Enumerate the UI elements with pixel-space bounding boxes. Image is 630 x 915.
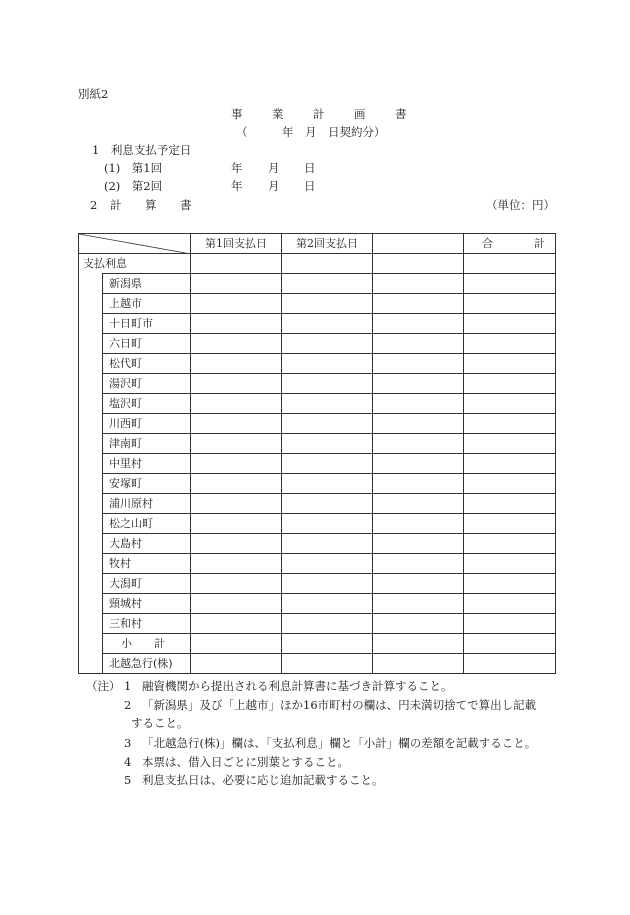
row-label: 津南町: [103, 434, 191, 454]
note-text: 「北越急行(株)」欄は、「支払利息」欄と「小計」欄の差額を記載すること。: [142, 736, 537, 750]
table-cell[interactable]: [282, 654, 373, 674]
table-cell[interactable]: [191, 514, 282, 534]
row-label: 川西町: [103, 414, 191, 434]
payment-item-year: 年: [231, 179, 243, 193]
table-cell[interactable]: [282, 274, 373, 294]
table-row: [79, 614, 556, 634]
table-row: [79, 494, 556, 514]
table-cell[interactable]: [373, 454, 464, 474]
table-cell[interactable]: [373, 414, 464, 434]
table-cell[interactable]: [191, 454, 282, 474]
note-number: 2: [124, 698, 132, 712]
table-cell[interactable]: [464, 414, 556, 434]
table-cell[interactable]: [373, 354, 464, 374]
title-char: 計: [313, 107, 325, 121]
table-cell[interactable]: [464, 374, 556, 394]
table-cell[interactable]: [191, 274, 282, 294]
table-cell[interactable]: [373, 394, 464, 414]
table-row: [79, 394, 556, 414]
table-cell[interactable]: [464, 654, 556, 674]
table-cell[interactable]: [282, 374, 373, 394]
diagonal-line: [79, 234, 191, 254]
table-cell[interactable]: [464, 574, 556, 594]
section2-heading-char: 書: [180, 198, 192, 212]
section1-heading: 1 利息支払予定日: [92, 143, 192, 157]
note-text: 「新潟県」及び「上越市」ほか16市町村の欄は、円未満切捨てで算出し記載: [142, 698, 537, 712]
table-cell[interactable]: [464, 634, 556, 654]
table-cell[interactable]: [464, 254, 556, 274]
indent-cell: [79, 454, 103, 474]
table-cell[interactable]: [282, 414, 373, 434]
table-cell[interactable]: [191, 354, 282, 374]
table-cell[interactable]: [373, 534, 464, 554]
table-row: [79, 334, 556, 354]
total-char: 合: [482, 237, 493, 250]
notes-prefix: （注）: [86, 679, 121, 693]
table-cell[interactable]: [191, 474, 282, 494]
table-cell[interactable]: [191, 334, 282, 354]
payment-item-label: (1) 第1回: [104, 161, 163, 175]
payment-item-month: 月: [268, 179, 280, 193]
note-number: 3: [124, 736, 132, 750]
note-number: 1: [124, 679, 132, 693]
table-cell[interactable]: [282, 454, 373, 474]
table-cell[interactable]: [464, 314, 556, 334]
table-row: [79, 294, 556, 314]
table-cell[interactable]: [464, 494, 556, 514]
row-label: 六日町: [103, 334, 191, 354]
table-cell[interactable]: [282, 474, 373, 494]
table-row: [79, 374, 556, 394]
note-text: 利息支払日は、必要に応じ追加記載すること。: [142, 773, 384, 787]
row-label: 上越市: [103, 294, 191, 314]
row-label: 大潟町: [103, 574, 191, 594]
row-label: 頸城村: [103, 594, 191, 614]
table-cell[interactable]: [282, 514, 373, 534]
table-cell[interactable]: [191, 534, 282, 554]
table-row: [79, 634, 556, 654]
title-char: 事: [231, 107, 243, 121]
table-cell[interactable]: [464, 594, 556, 614]
section2-number: 2: [90, 198, 98, 212]
table-cell[interactable]: [464, 274, 556, 294]
table-cell[interactable]: [464, 474, 556, 494]
table-cell[interactable]: [191, 594, 282, 614]
section2-heading-char: 算: [145, 198, 157, 212]
table-cell[interactable]: [464, 614, 556, 634]
note-text-continued: すること。: [131, 716, 189, 730]
table-cell[interactable]: [464, 514, 556, 534]
table-cell[interactable]: [191, 254, 282, 274]
row-label: 大島村: [103, 534, 191, 554]
table-cell[interactable]: [373, 594, 464, 614]
attachment-label: 別紙2: [78, 87, 109, 101]
indent-cell: [79, 374, 103, 394]
note-number: 5: [124, 773, 132, 787]
title-char: 業: [272, 107, 284, 121]
row-label: 十日町市: [103, 314, 191, 334]
table-row: [79, 574, 556, 594]
table-cell[interactable]: [282, 594, 373, 614]
row-label: 安塚町: [103, 474, 191, 494]
table-row: [79, 514, 556, 534]
table-cell[interactable]: [282, 614, 373, 634]
table-cell[interactable]: [373, 634, 464, 654]
table-cell[interactable]: [282, 434, 373, 454]
section2-heading-char: 計: [110, 198, 122, 212]
group-label: 支払利息: [79, 254, 191, 274]
title-char: 書: [395, 107, 407, 121]
table-cell[interactable]: [373, 654, 464, 674]
table-cell[interactable]: [191, 314, 282, 334]
table-cell[interactable]: [464, 454, 556, 474]
column-header: [373, 234, 464, 254]
payment-item-day: 日: [304, 161, 316, 175]
table-cell[interactable]: [373, 434, 464, 454]
table-cell[interactable]: [282, 534, 373, 554]
table-row: [79, 594, 556, 614]
row-label: 北越急行(株): [103, 654, 191, 674]
table-cell[interactable]: [282, 354, 373, 374]
column-header-total: [464, 234, 556, 254]
table-row: [79, 554, 556, 574]
table-cell[interactable]: [373, 274, 464, 294]
row-label: 新潟県: [103, 274, 191, 294]
table-cell[interactable]: [282, 494, 373, 514]
table-cell[interactable]: [464, 334, 556, 354]
row-label: 湯沢町: [103, 374, 191, 394]
table-cell[interactable]: [191, 394, 282, 414]
row-label: 三和村: [103, 614, 191, 634]
indent-cell: [79, 614, 103, 634]
row-label: 中里村: [103, 454, 191, 474]
table-cell[interactable]: [464, 534, 556, 554]
table-cell[interactable]: [282, 634, 373, 654]
table-row: [79, 414, 556, 434]
table-cell[interactable]: [282, 254, 373, 274]
table-row: [79, 434, 556, 454]
table-row: [79, 254, 556, 274]
table-row: [79, 314, 556, 334]
table-cell[interactable]: [373, 574, 464, 594]
row-label: 塩沢町: [103, 394, 191, 414]
table-cell[interactable]: [191, 374, 282, 394]
table-cell[interactable]: [191, 434, 282, 454]
table-row: [79, 534, 556, 554]
payment-item-month: 月: [268, 161, 280, 175]
table-cell[interactable]: [464, 554, 556, 574]
table-cell[interactable]: [282, 394, 373, 414]
payment-item-year: 年: [231, 161, 243, 175]
table-cell[interactable]: [282, 554, 373, 574]
table-cell[interactable]: [464, 294, 556, 314]
unit-label: （単位：円）: [486, 198, 555, 212]
table-cell[interactable]: [191, 634, 282, 654]
column-header: 第2回支払日: [282, 234, 373, 254]
row-label: 牧村: [103, 554, 191, 574]
diagonal-corner-cell: [79, 234, 191, 254]
indent-cell: [79, 554, 103, 574]
indent-cell: [79, 634, 103, 654]
table-cell[interactable]: [464, 354, 556, 374]
payment-item-label: (2) 第2回: [104, 179, 163, 193]
indent-cell: [79, 314, 103, 334]
row-label: 松代町: [103, 354, 191, 374]
indent-cell: [79, 474, 103, 494]
table-cell[interactable]: [191, 654, 282, 674]
title-char: 画: [354, 107, 366, 121]
indent-cell: [79, 654, 103, 674]
total-char: 計: [534, 237, 545, 250]
table-cell[interactable]: [282, 314, 373, 334]
table-row: [79, 454, 556, 474]
indent-cell: [79, 274, 103, 294]
table-row: [79, 274, 556, 294]
table-cell[interactable]: [464, 394, 556, 414]
indent-cell: [79, 414, 103, 434]
table-cell[interactable]: [191, 494, 282, 514]
indent-cell: [79, 434, 103, 454]
indent-cell: [79, 534, 103, 554]
table-cell[interactable]: [373, 554, 464, 574]
table-cell[interactable]: [282, 294, 373, 314]
indent-cell: [79, 494, 103, 514]
subtitle: （ 年 月 日契約分）: [236, 125, 386, 139]
indent-cell: [79, 514, 103, 534]
indent-cell: [79, 334, 103, 354]
table-cell[interactable]: [373, 374, 464, 394]
table-row: [79, 654, 556, 674]
table-row: [79, 354, 556, 374]
table-cell[interactable]: [191, 414, 282, 434]
table-cell[interactable]: [464, 434, 556, 454]
table-cell[interactable]: [373, 314, 464, 334]
indent-cell: [79, 594, 103, 614]
column-header: 第1回支払日: [191, 234, 282, 254]
table-cell[interactable]: [191, 294, 282, 314]
table-cell[interactable]: [191, 614, 282, 634]
indent-cell: [79, 394, 103, 414]
table-cell[interactable]: [373, 614, 464, 634]
table-cell[interactable]: [373, 514, 464, 534]
table-cell[interactable]: [191, 554, 282, 574]
table-cell[interactable]: [282, 334, 373, 354]
table-cell[interactable]: [373, 474, 464, 494]
subtotal-label: 小 計: [103, 634, 191, 654]
indent-cell: [79, 294, 103, 314]
row-label: 浦川原村: [103, 494, 191, 514]
note-text: 融資機関から提出される利息計算書に基づき計算すること。: [142, 679, 453, 693]
indent-cell: [79, 354, 103, 374]
table-cell[interactable]: [282, 574, 373, 594]
payment-item-day: 日: [304, 179, 316, 193]
table-header-row: [79, 234, 556, 254]
table-cell[interactable]: [373, 494, 464, 514]
table-cell[interactable]: [373, 254, 464, 274]
note-text: 本票は、借入日ごとに別葉とすること。: [142, 755, 349, 769]
indent-cell: [79, 574, 103, 594]
table-cell[interactable]: [373, 294, 464, 314]
table-cell[interactable]: [373, 334, 464, 354]
note-number: 4: [124, 755, 132, 769]
table-cell[interactable]: [191, 574, 282, 594]
table-row: [79, 474, 556, 494]
calculation-table: [78, 233, 556, 674]
row-label: 松之山町: [103, 514, 191, 534]
